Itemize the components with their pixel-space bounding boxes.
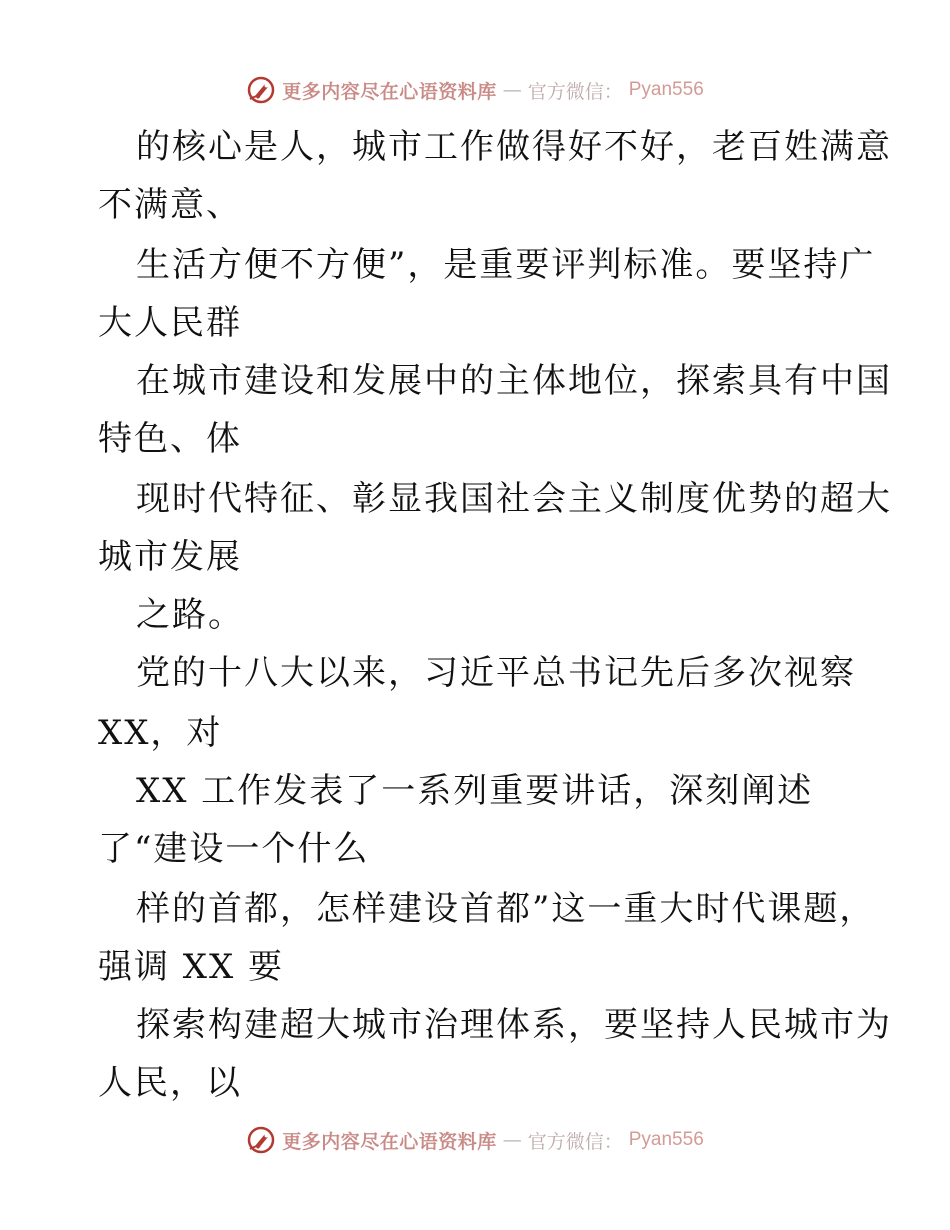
body-line: 生活方便不方便”，是重要评判标准。要坚持广 [136,245,876,285]
body-line: 强调 XX 要 [98,947,285,987]
banner-separator: — [502,1129,522,1151]
body-line: 探索构建超大城市治理体系，要坚持人民城市为 [136,1005,892,1045]
body-line: 之路。 [136,595,244,635]
body-line: 不满意、 [98,185,242,225]
banner-separator: — [502,79,522,101]
footer-banner [0,1120,950,1160]
footer-banner-content [246,1125,704,1155]
header-banner-content [246,75,704,105]
body-line: 样的首都，怎样建设首都”这一重大时代课题， [136,889,876,929]
banner-wechat-id: Pyan556 [628,79,704,100]
body-line: 大人民群 [98,303,242,343]
banner-wechat-label: 官方微信： [527,80,623,103]
body-line: 党的十八大以来，习近平总书记先后多次视察 [136,653,856,693]
body-line: 现时代特征、彰显我国社会主义制度优势的超大 [136,479,892,519]
pen-nib-logo-icon [246,1125,276,1155]
body-line: 了“建设一个什么 [98,829,370,869]
body-line: 在城市建设和发展中的主体地位，探索具有中国 [136,361,892,401]
body-line: 特色、体 [98,419,242,459]
body-line: XX 工作发表了一系列重要讲话，深刻阐述 [136,771,814,811]
body-line: 人民，以 [98,1063,242,1103]
body-line: 城市发展 [98,537,242,577]
body-line: 的核心是人，城市工作做得好不好，老百姓满意 [136,127,892,167]
banner-wechat-label: 官方微信： [527,1130,623,1153]
banner-title: 更多内容尽在心语资料库 [282,80,497,103]
pen-nib-logo-icon [246,75,276,105]
body-line: XX，对 [98,713,223,753]
banner-title: 更多内容尽在心语资料库 [282,1130,497,1153]
banner-wechat-id: Pyan556 [628,1129,704,1150]
header-banner [0,70,950,110]
